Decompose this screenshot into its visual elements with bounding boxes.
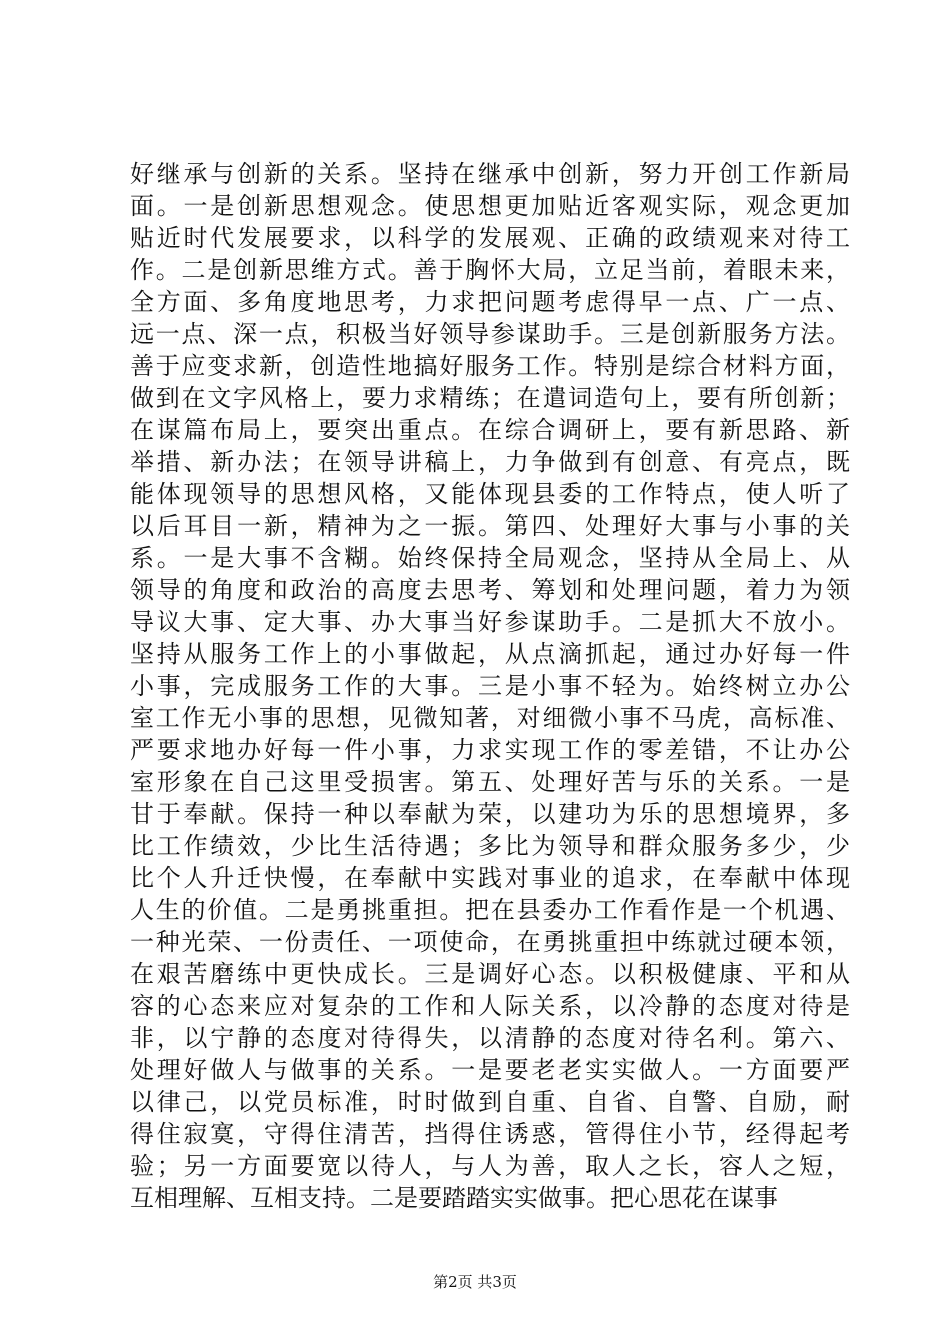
text-line: 互相理解、互相支持。二是要踏踏实实做事。把心思花在谋事 (130, 1184, 778, 1212)
text-line: 举措、新办法；在领导讲稿上，力争做到有创意、有亮点，既 (130, 448, 850, 476)
text-line: 非，以宁静的态度对待得失，以清静的态度对待名利。第六、 (130, 1024, 850, 1052)
text-line: 验；另一方面要宽以待人，与人为善，取人之长，容人之短， (130, 1152, 850, 1180)
text-line: 好继承与创新的关系。坚持在继承中创新，努力开创工作新局 (130, 160, 850, 188)
text-line: 室工作无小事的思想，见微知著，对细微小事不马虎，高标准、 (130, 704, 850, 732)
text-line: 比个人升迁快慢，在奉献中实践对事业的追求，在奉献中体现 (130, 864, 850, 892)
text-line: 得住寂寞，守得住清苦，挡得住诱惑，管得住小节，经得起考 (130, 1120, 850, 1148)
text-line: 导议大事、定大事、办大事当好参谋助手。二是抓大不放小。 (130, 608, 850, 636)
text-line: 贴近时代发展要求，以科学的发展观、正确的政绩观来对待工 (130, 224, 850, 252)
text-line: 以后耳目一新，精神为之一振。第四、处理好大事与小事的关 (130, 512, 850, 540)
text-line: 在艰苦磨练中更快成长。三是调好心态。以积极健康、平和从 (130, 960, 850, 988)
text-line: 能体现领导的思想风格，又能体现县委的工作特点，使人听了 (130, 480, 850, 508)
text-line: 做到在文字风格上，要力求精练；在遣词造句上，要有所创新； (130, 384, 850, 412)
text-line: 一种光荣、一份责任、一项使命，在勇挑重担中练就过硬本领， (130, 928, 850, 956)
text-line: 以律己，以党员标准，时时做到自重、自省、自警、自励，耐 (130, 1088, 850, 1116)
text-line: 作。二是创新思维方式。善于胸怀大局，立足当前，着眼未来， (130, 256, 850, 284)
text-line: 全方面、多角度地思考，力求把问题考虑得早一点、广一点、 (130, 288, 850, 316)
page-number-footer: 第2页 共3页 (433, 1273, 517, 1291)
text-line: 系。一是大事不含糊。始终保持全局观念，坚持从全局上、从 (130, 544, 850, 572)
text-line: 室形象在自己这里受损害。第五、处理好苦与乐的关系。一是 (130, 768, 850, 796)
text-line: 处理好做人与做事的关系。一是要老老实实做人。一方面要严 (130, 1056, 850, 1084)
text-line: 容的心态来应对复杂的工作和人际关系，以冷静的态度对待是 (130, 992, 850, 1020)
text-line: 面。一是创新思想观念。使思想更加贴近客观实际，观念更加 (130, 192, 850, 220)
body-text (130, 158, 850, 1214)
text-line: 严要求地办好每一件小事，力求实现工作的零差错，不让办公 (130, 736, 850, 764)
text-line: 甘于奉献。保持一种以奉献为荣，以建功为乐的思想境界，多 (130, 800, 850, 828)
text-line: 远一点、深一点，积极当好领导参谋助手。三是创新服务方法。 (130, 320, 850, 348)
text-line: 在谋篇布局上，要突出重点。在综合调研上，要有新思路、新 (130, 416, 850, 444)
text-line: 比工作绩效，少比生活待遇；多比为领导和群众服务多少，少 (130, 832, 850, 860)
text-line: 领导的角度和政治的高度去思考、筹划和处理问题，着力为领 (130, 576, 850, 604)
text-line: 人生的价值。二是勇挑重担。把在县委办工作看作是一个机遇、 (130, 896, 850, 924)
text-line: 坚持从服务工作上的小事做起，从点滴抓起，通过办好每一件 (130, 640, 850, 668)
text-line: 善于应变求新，创造性地搞好服务工作。特别是综合材料方面， (130, 352, 850, 380)
text-line: 小事，完成服务工作的大事。三是小事不轻为。始终树立办公 (130, 672, 850, 700)
